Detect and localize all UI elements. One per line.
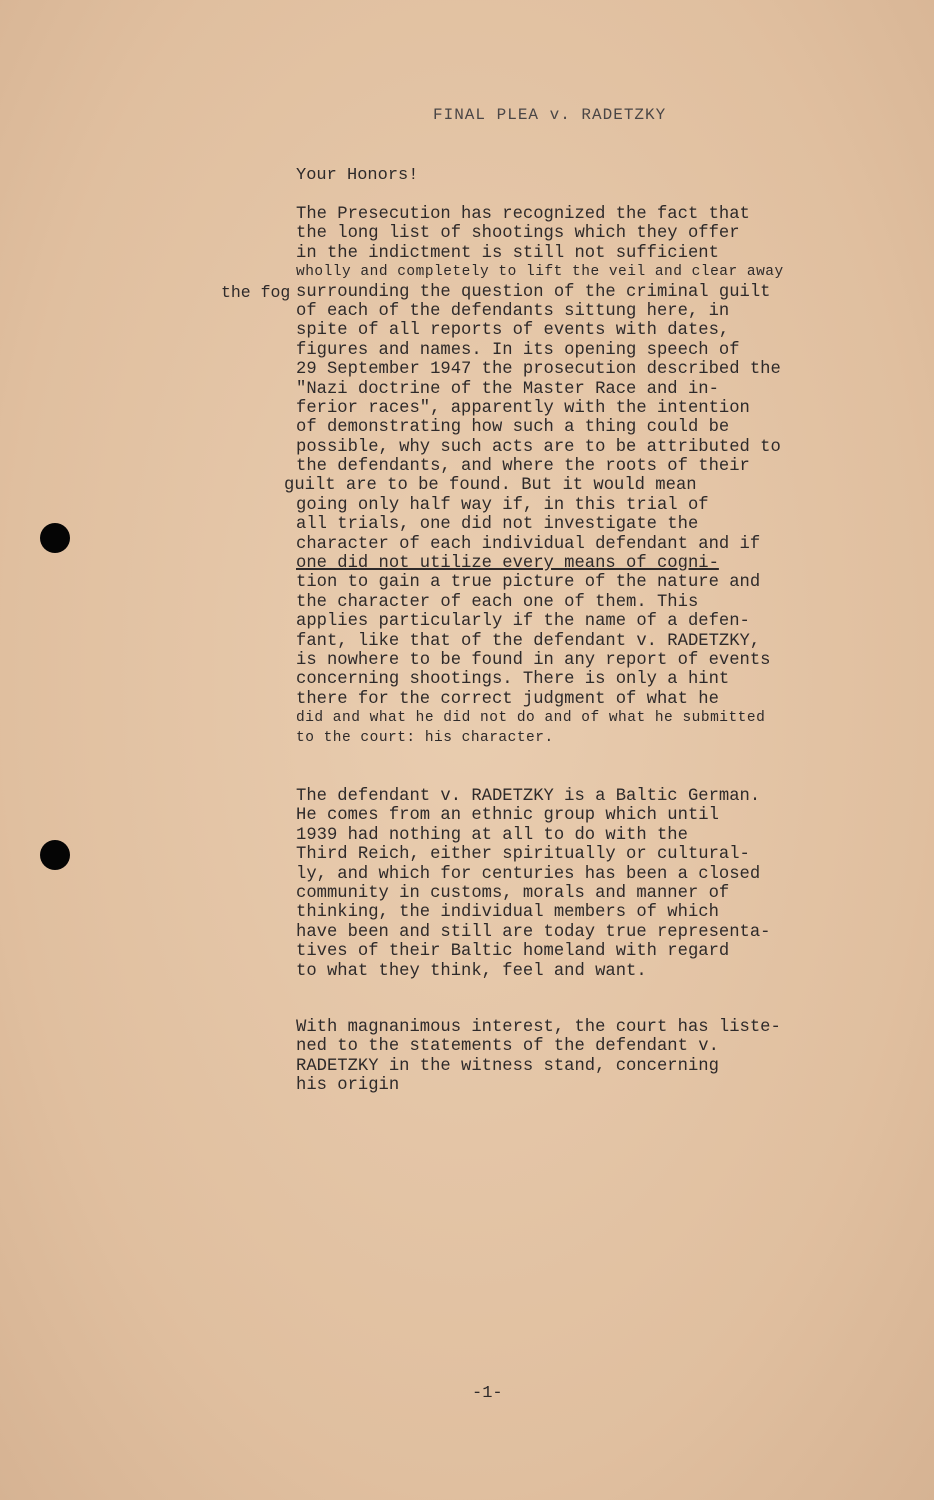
text-line: community in customs, morals and manner of xyxy=(296,883,730,903)
text-line: all trials, one did not investigate the xyxy=(296,515,699,535)
text-line: "Nazi doctrine of the Master Race and in- xyxy=(296,379,719,399)
handwritten-margin-insert: the fog xyxy=(221,283,291,302)
text-line: of each of the defendants sittung here, in xyxy=(296,301,730,321)
text-line: ly, and which for centuries has been a closed xyxy=(296,864,761,884)
text-line: have been and still are today true representa- xyxy=(296,922,771,942)
punch-hole-top xyxy=(40,523,70,553)
paragraph-3 xyxy=(296,1018,781,1096)
text-line: 29 September 1947 the prosecution described the xyxy=(296,360,781,380)
text-line: surrounding the question of the criminal guilt xyxy=(296,282,771,302)
text-line: The Presecution has recognized the fact that xyxy=(296,205,750,224)
text-line: to what they think, feel and want. xyxy=(296,961,647,981)
text-line: concerning shootings. There is only a hint xyxy=(296,670,730,690)
text-line-inserted: did and what he did not do and of what he submitted xyxy=(296,710,766,727)
text-line: spite of all reports of events with dates, xyxy=(296,321,730,341)
text-line: of demonstrating how such a thing could be xyxy=(296,418,730,438)
text-line: in the indictment is still not sufficient xyxy=(296,243,719,263)
text-line-inserted: to the court: his character. xyxy=(296,729,554,746)
text-line: ned to the statements of the defendant v. xyxy=(296,1037,719,1057)
text-line: the character of each one of them. This xyxy=(296,592,699,612)
text-line: 1939 had nothing at all to do with the xyxy=(296,825,688,845)
text-line: is nowhere to be found in any report of events xyxy=(296,650,771,670)
text-line: ferior races", apparently with the intention xyxy=(296,398,750,418)
text-line-underlined: one did not utilize every means of cogni- xyxy=(296,554,719,574)
text-line: With magnanimous interest, the court has liste- xyxy=(296,1018,781,1037)
text-line: the long list of shootings which they offer xyxy=(296,224,740,244)
text-line: RADETZKY in the witness stand, concerning xyxy=(296,1056,719,1076)
text-line: there for the correct judgment of what he xyxy=(296,689,719,709)
text-line: Third Reich, either spiritually or cultural- xyxy=(296,845,750,865)
punch-hole-bottom xyxy=(40,840,70,870)
text-line: the defendants, and where the roots of their xyxy=(296,457,750,477)
text-line: tion to gain a true picture of the nature and xyxy=(296,573,761,593)
text-line: figures and names. In its opening speech of xyxy=(296,340,740,360)
text-line-inserted: wholly and completely to lift the veil and clear away xyxy=(296,264,784,281)
text-line: character of each individual defendant and if xyxy=(296,534,761,554)
text-line: his origin xyxy=(296,1076,400,1096)
text-line: possible, why such acts are to be attributed to xyxy=(296,437,781,457)
page-number: -1- xyxy=(472,1384,503,1403)
text-line: The defendant v. RADETZKY is a Baltic German. xyxy=(296,787,761,806)
text-line: applies particularly if the name of a defen- xyxy=(296,612,750,632)
document-title: FINAL PLEA v. RADETZKY xyxy=(433,106,667,124)
text-line: going only half way if, in this trial of xyxy=(296,495,709,515)
text-line: He comes from an ethnic group which until xyxy=(296,806,719,826)
text-line: guilt are to be found. But it would mean xyxy=(284,476,697,496)
paragraph-1 xyxy=(284,205,784,748)
text-line: tives of their Baltic homeland with regard xyxy=(296,942,730,962)
salutation: Your Honors! xyxy=(296,166,419,185)
text-line: fant, like that of the defendant v. RADETZKY, xyxy=(296,631,761,651)
paragraph-2 xyxy=(296,787,770,981)
text-line: thinking, the individual members of which xyxy=(296,903,719,923)
